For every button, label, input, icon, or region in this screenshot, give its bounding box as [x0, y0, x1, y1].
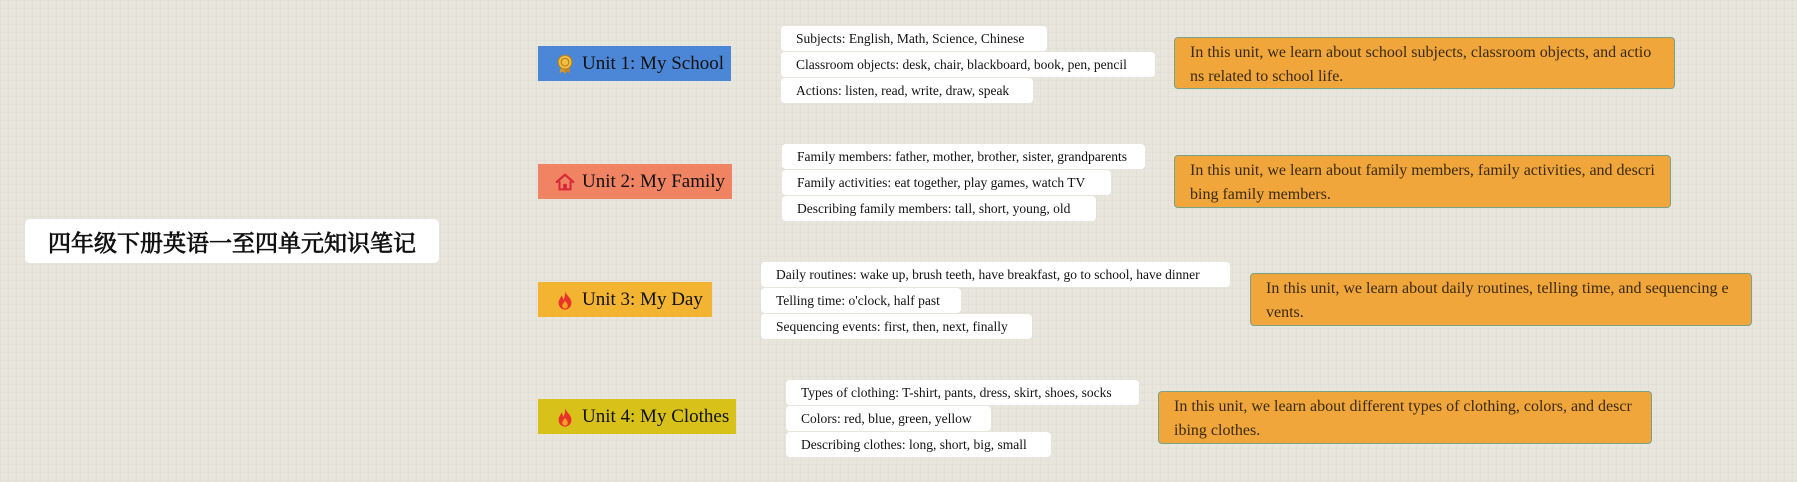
unit-1-item-1[interactable]: Subjects: English, Math, Science, Chinese	[781, 26, 1047, 51]
unit-1-label: Unit 1: My School	[582, 52, 724, 74]
unit-3-item-1[interactable]: Daily routines: wake up, brush teeth, have breakfast, go to school, have dinner	[761, 262, 1230, 287]
unit-4-summary[interactable]: In this unit, we learn about different types of clothing, colors, and describing clothes.	[1158, 391, 1652, 444]
fire-icon	[554, 406, 576, 428]
unit-4-node[interactable]	[538, 399, 736, 434]
unit-3-item-2[interactable]: Telling time: o'clock, half past	[761, 288, 961, 313]
home-icon	[554, 171, 576, 193]
unit-4-item-1[interactable]: Types of clothing: T-shirt, pants, dress, skirt, shoes, socks	[786, 380, 1139, 405]
unit-2-summary[interactable]: In this unit, we learn about family members, family activities, and describing family members.	[1174, 155, 1671, 208]
unit-2-item-2[interactable]: Family activities: eat together, play games, watch TV	[782, 170, 1111, 195]
unit-3-label: Unit 3: My Day	[582, 288, 703, 310]
unit-4-item-2[interactable]: Colors: red, blue, green, yellow	[786, 406, 991, 431]
unit-2-item-1[interactable]: Family members: father, mother, brother, sister, grandparents	[782, 144, 1145, 169]
unit-1-node[interactable]	[538, 46, 731, 81]
unit-4-item-3[interactable]: Describing clothes: long, short, big, small	[786, 432, 1051, 457]
unit-3-item-3[interactable]: Sequencing events: first, then, next, finally	[761, 314, 1032, 339]
unit-1-item-2[interactable]: Classroom objects: desk, chair, blackboard, book, pen, pencil	[781, 52, 1155, 77]
root-topic[interactable]: 四年级下册英语一至四单元知识笔记	[25, 219, 439, 263]
unit-1-item-3[interactable]: Actions: listen, read, write, draw, speak	[781, 78, 1033, 103]
unit-3-summary[interactable]: In this unit, we learn about daily routines, telling time, and sequencing events.	[1250, 273, 1752, 326]
unit-2-node[interactable]	[538, 164, 732, 199]
fire-icon	[554, 289, 576, 311]
unit-4-label: Unit 4: My Clothes	[582, 405, 730, 427]
unit-1-summary[interactable]: In this unit, we learn about school subjects, classroom objects, and actions related to school life.	[1174, 37, 1675, 89]
unit-2-label: Unit 2: My Family	[582, 170, 726, 192]
unit-3-node[interactable]	[538, 282, 712, 317]
award-ribbon-icon	[554, 53, 576, 75]
unit-2-item-3[interactable]: Describing family members: tall, short, young, old	[782, 196, 1096, 221]
